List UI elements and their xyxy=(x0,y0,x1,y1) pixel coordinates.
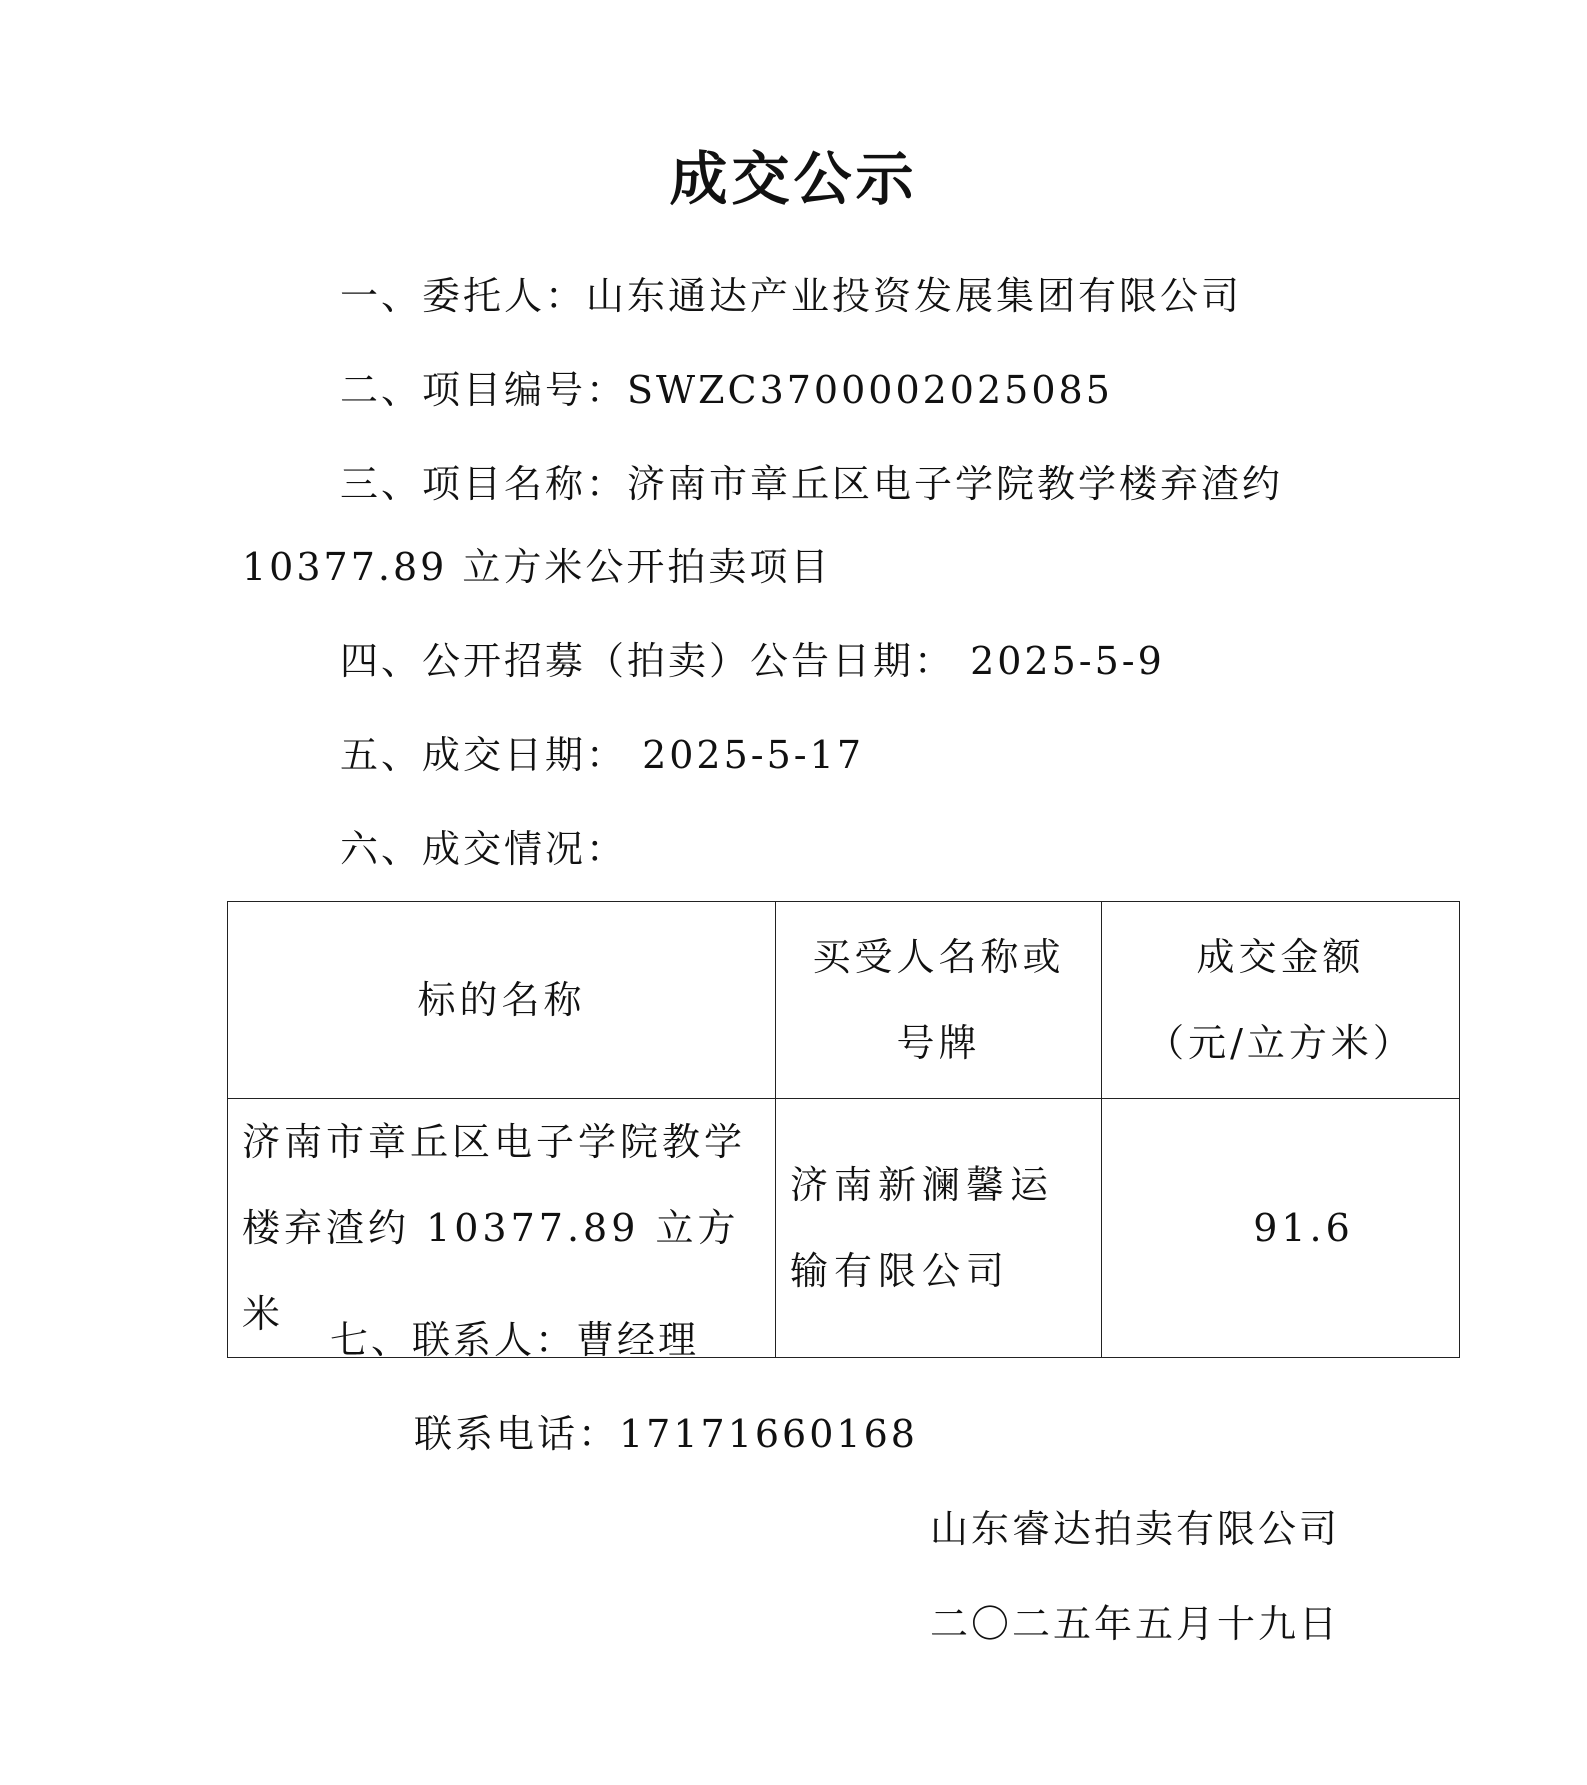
cell-subject-line-2: 楼弃渣约 10377.89 立方米 xyxy=(242,1206,740,1336)
header-amount-line-1: 成交金额 xyxy=(1196,935,1365,979)
deal-situation-heading: 六、成交情况： xyxy=(340,827,628,871)
header-buyer-line-2: 号牌 xyxy=(896,1021,981,1065)
contact-phone-line: 联系电话：17171660168 xyxy=(414,1412,918,1456)
contact-person-line: 七、联系人：曹经理 xyxy=(330,1318,700,1362)
header-subject-text: 标的名称 xyxy=(417,978,586,1022)
table-header-row xyxy=(228,902,1460,1099)
cell-buyer-line-1: 济南新澜馨运 xyxy=(790,1163,1055,1207)
deal-date-line: 五、成交日期： 2025-5-17 xyxy=(340,733,864,777)
signature-company: 山东睿达拍卖有限公司 xyxy=(930,1507,1341,1551)
header-amount-line-2: （元/立方米） xyxy=(1146,1021,1415,1065)
project-number-line: 二、项目编号：SWZC3700002025085 xyxy=(340,368,1113,412)
cell-amount-value: 91.6 xyxy=(1253,1206,1354,1250)
project-name-line-2: 10377.89 立方米公开拍卖项目 xyxy=(242,545,832,589)
cell-buyer xyxy=(776,1099,1102,1358)
header-buyer-line-1: 买受人名称或 xyxy=(812,935,1065,979)
cell-buyer-line-2: 输有限公司 xyxy=(790,1249,1011,1293)
signature-date: 二〇二五年五月十九日 xyxy=(930,1602,1341,1646)
cell-amount xyxy=(1102,1099,1460,1358)
header-amount xyxy=(1102,902,1460,1099)
cell-subject-line-1: 济南市章丘区电子学院教学 xyxy=(242,1120,747,1164)
page-title: 成交公示 xyxy=(669,145,918,213)
deal-table xyxy=(227,901,1460,1358)
header-buyer xyxy=(776,902,1102,1099)
announcement-date-line: 四、公开招募（拍卖）公告日期： 2025-5-9 xyxy=(340,639,1165,683)
header-subject xyxy=(228,902,776,1099)
entrustor-line: 一、委托人：山东通达产业投资发展集团有限公司 xyxy=(340,274,1243,318)
project-name-line-1: 三、项目名称：济南市章丘区电子学院教学楼弃渣约 xyxy=(340,462,1284,506)
